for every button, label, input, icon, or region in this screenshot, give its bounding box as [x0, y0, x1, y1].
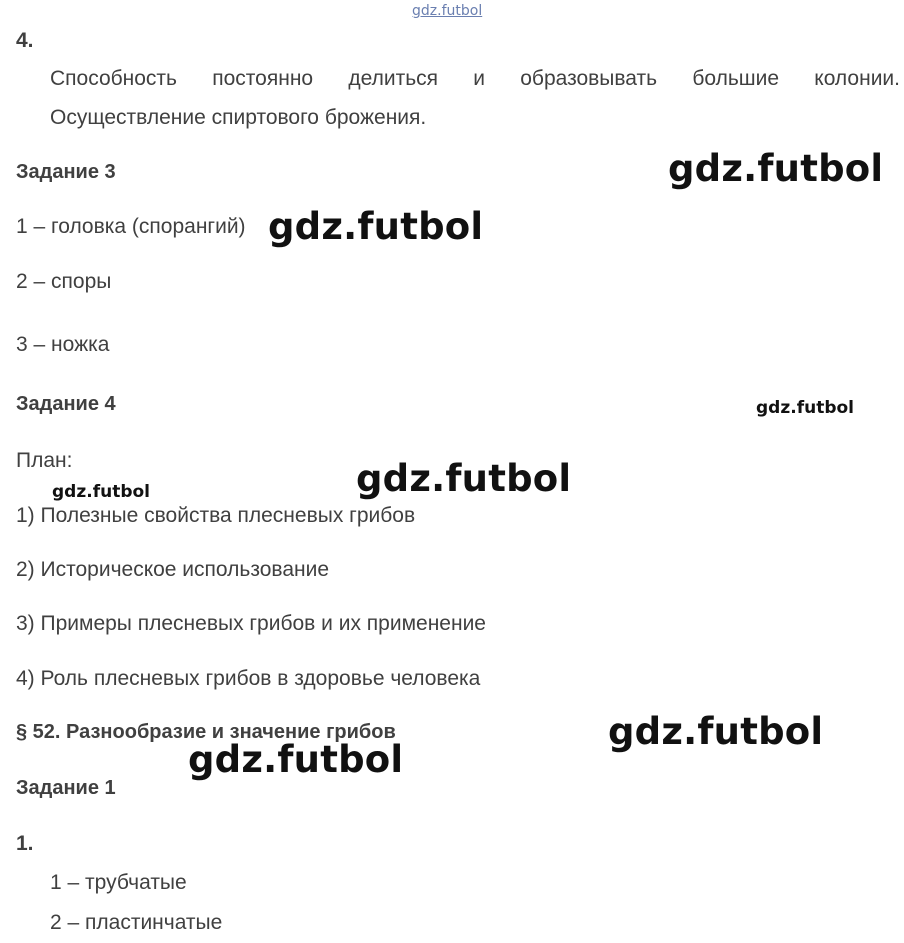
watermark-top: gdz.futbol [412, 3, 483, 19]
watermark: gdz.futbol [756, 398, 854, 418]
watermark: gdz.futbol [356, 457, 572, 500]
section-text-line-2: Осуществление спиртового брожения. [50, 106, 427, 129]
task-1-heading: Задание 1 [16, 777, 116, 799]
task-3-heading: Задание 3 [16, 161, 116, 183]
task-3-item-1: 1 – головка (спорангий) [16, 215, 246, 238]
plan-item-2: 2) Историческое использование [16, 558, 330, 581]
plan-item-3: 3) Примеры плесневых грибов и их применение [16, 612, 486, 635]
watermark: gdz.futbol [188, 738, 404, 781]
task-3-item-3: 3 – ножка [16, 333, 110, 356]
task-1-item-1: 1 – трубчатые [50, 871, 187, 894]
paragraph-heading: § 52. Разнообразие и значение грибов [16, 721, 396, 743]
watermark: gdz.futbol [668, 147, 884, 190]
task-3-item-2: 2 – споры [16, 270, 112, 293]
plan-item-1: 1) Полезные свойства плесневых грибов [16, 504, 416, 527]
watermark: gdz.futbol [268, 205, 484, 248]
task-1-item-2: 2 – пластинчатые [50, 911, 223, 934]
watermark: gdz.futbol [608, 710, 824, 753]
section-number: 4. [16, 29, 34, 52]
task-4-heading: Задание 4 [16, 393, 116, 415]
task-1-number: 1. [16, 832, 34, 855]
watermark: gdz.futbol [52, 482, 150, 502]
section-text-line-1: Способность постоянно делиться и образовывать большие колонии. [50, 67, 900, 90]
plan-label: План: [16, 449, 73, 472]
plan-item-4: 4) Роль плесневых грибов в здоровье человека [16, 667, 481, 690]
